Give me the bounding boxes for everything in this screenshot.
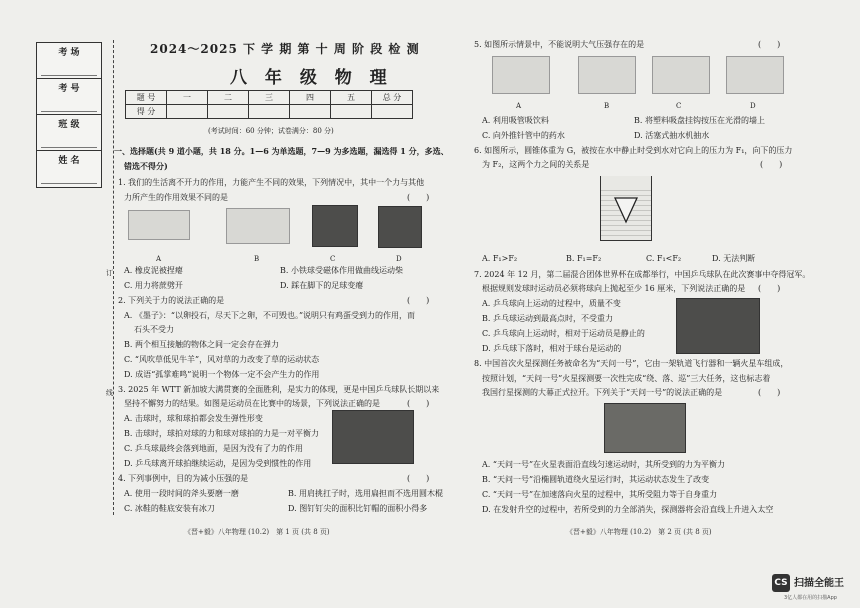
q5-image-label: A xyxy=(516,102,522,110)
q1-answer-paren: ( ) xyxy=(407,193,430,202)
score-cell: 得 分 xyxy=(126,105,167,119)
q7-option-c[interactable]: C. 乒乓球向上运动时，相对于运动员是静止的 xyxy=(482,329,645,338)
q6-option-c[interactable]: C. F₁<F₂ xyxy=(646,254,682,263)
q3-option-c[interactable]: C. 乒乓球最终会落到地面，是因为没有了力的作用 xyxy=(124,444,303,453)
q4-option-b[interactable]: B. 用肩挑扛子时，选用扁担而不选用圆木棍 xyxy=(288,489,443,498)
score-cell[interactable] xyxy=(331,105,372,119)
q6-cone-icon xyxy=(601,176,651,240)
score-cell: 题 号 xyxy=(126,91,167,105)
score-cell[interactable] xyxy=(208,105,249,119)
q5-image-b xyxy=(578,56,636,94)
q1-image-c xyxy=(312,205,358,247)
exam-number-blank[interactable] xyxy=(41,101,97,112)
scanner-watermark xyxy=(772,572,852,602)
q3-stem-line2: 坚持不懈努力的结果。如图是运动员在比赛中的场景，下列说法正确的是 xyxy=(124,399,380,408)
score-cell: 五 xyxy=(331,91,372,105)
q1-image-b xyxy=(226,208,290,244)
q8-stem-line1: 8. 中国首次火星探测任务被命名为“天问一号”，它由一架轨道飞行器和一辆火星车组成， xyxy=(474,359,789,368)
score-cell: 四 xyxy=(290,91,331,105)
q2-option-a-line1[interactable]: A. 《墨子》：“以卵投石，尽天下之卵，不可毁也。”说明只有鸡蛋受到力的作用，而 xyxy=(124,311,416,320)
q5-image-d xyxy=(726,56,784,94)
q6-beaker-diagram xyxy=(600,176,652,241)
section-heading-line1: 一、选择题(共 9 道小题，共 18 分。1—6 为单选题，7—9 为多选题，漏选得 1 分，多选、 xyxy=(114,146,449,156)
q8-stem-line2: 按照计划，“天问一号”火星探测要一次性完成“绕、落、巡”三大任务，这也标志着 xyxy=(482,374,771,383)
q1-option-a[interactable]: A. 橡皮泥被捏瘪 xyxy=(124,266,183,275)
q5-image-label: D xyxy=(750,102,756,110)
q3-stem-line1: 3. 2025 年 WTT 新加坡大满贯赛的全面胜利，是实力的体现，更是中国乒乓球队长期以来 xyxy=(118,385,440,394)
exam-number-label: 考 号 xyxy=(58,84,80,94)
score-table xyxy=(125,90,413,119)
q4-stem: 4. 下列事例中，目的为减小压强的是 xyxy=(118,474,249,483)
class-label: 班 级 xyxy=(58,120,80,130)
q1-stem-line2: 力所产生的作用效果不同的是 xyxy=(124,193,228,202)
scanner-logo-icon: CS xyxy=(772,574,790,592)
q5-option-c[interactable]: C. 向外推针管中的药水 xyxy=(482,131,565,140)
q1-image-d xyxy=(378,206,422,248)
score-cell: 一 xyxy=(167,91,208,105)
q5-option-d[interactable]: D. 活塞式抽水机抽水 xyxy=(634,131,710,140)
q1-option-c[interactable]: C. 用力将蔗劈开 xyxy=(124,281,183,290)
score-table-score-row xyxy=(126,105,413,119)
binding-mark-xian: 线 xyxy=(106,389,113,397)
q1-option-d[interactable]: D. 踩在脚下的足球变瘪 xyxy=(280,281,364,290)
q7-option-a[interactable]: A. 乒乓球向上运动的过程中，质量不变 xyxy=(482,299,621,308)
q8-answer-paren: ( ) xyxy=(758,388,781,397)
exam-room-label: 考 场 xyxy=(58,48,80,58)
q8-mars-rover-photo xyxy=(604,403,686,453)
score-cell: 三 xyxy=(249,91,290,105)
q6-stem-line2: 为 F₂，这两个力之间的关系是 xyxy=(482,160,590,169)
q5-stem: 5. 如图所示情景中，不能说明大气压强存在的是 xyxy=(474,40,645,49)
q7-option-b[interactable]: B. 乒乓球运动到最高点时，不受重力 xyxy=(482,314,613,323)
q2-answer-paren: ( ) xyxy=(407,296,430,305)
section-heading-line2: 错选不得分) xyxy=(124,161,168,171)
q7-option-d[interactable]: D. 乒乓球下落时，相对于球台是运动的 xyxy=(482,344,622,353)
q3-answer-paren: ( ) xyxy=(407,399,430,408)
q4-answer-paren: ( ) xyxy=(407,474,430,483)
exam-title: 2024～2025 下 学 期 第 十 周 阶 段 检 测 xyxy=(150,42,420,56)
student-info-box xyxy=(36,42,102,188)
q7-answer-paren: ( ) xyxy=(758,284,781,293)
q6-option-b[interactable]: B. F₁=F₂ xyxy=(566,254,602,263)
q5-answer-paren: ( ) xyxy=(758,40,781,49)
exam-room-cell xyxy=(37,43,101,79)
q1-image-a xyxy=(128,210,190,240)
q4-option-c[interactable]: C. 冰鞋的鞋底安装有冰刀 xyxy=(124,504,215,513)
q5-option-a[interactable]: A. 利用吸管吸饮料 xyxy=(482,116,549,125)
score-cell[interactable] xyxy=(249,105,290,119)
q2-option-b[interactable]: B. 两个相互接触的物体之间一定会存在弹力 xyxy=(124,340,279,349)
score-table-header-row xyxy=(126,91,413,105)
q8-option-c[interactable]: C. “天问一号”在加速落向火星的过程中，其所受阻力等于自身重力 xyxy=(482,490,718,499)
class-cell xyxy=(37,115,101,151)
q6-answer-paren: ( ) xyxy=(760,160,783,169)
q2-stem: 2. 下列关于力的说法正确的是 xyxy=(118,296,225,305)
right-page-footer: 《晋+毅》八年物理 (10.2) 第 2 页 (共 8 页) xyxy=(566,528,712,536)
exam-info: (考试时间：60 分钟；试卷满分：80 分) xyxy=(208,127,334,135)
q6-option-d[interactable]: D. 无法判断 xyxy=(712,254,756,263)
q1-option-b[interactable]: B. 小铁球受磁体作用做曲线运动柴 xyxy=(280,266,403,275)
q5-image-label: C xyxy=(676,102,682,110)
q8-option-b[interactable]: B. “天问一号”沿椭圆轨道绕火星运行时，其运动状态发生了改变 xyxy=(482,475,710,484)
score-cell: 二 xyxy=(208,91,249,105)
score-cell[interactable] xyxy=(290,105,331,119)
q8-stem-line3: 我国行星探测的大幕正式拉开。下列关于“天问一号”的说法正确的是 xyxy=(482,388,723,397)
q1-image-label: A xyxy=(156,255,162,263)
q2-option-a-line2[interactable]: 石头不受力 xyxy=(134,325,174,334)
q4-option-a[interactable]: A. 使用一段时间的斧头要磨一磨 xyxy=(124,489,239,498)
q2-option-d[interactable]: D. 成语“孤掌难鸣”说明一个物体一定不会产生力的作用 xyxy=(124,370,320,379)
q5-image-c xyxy=(652,56,710,94)
exam-number-cell xyxy=(37,79,101,115)
q4-option-d[interactable]: D. 图钉钉尖的面积比钉帽的面积小得多 xyxy=(288,504,428,513)
name-label: 姓 名 xyxy=(58,156,80,166)
subject-title: 八 年 级 物 理 xyxy=(230,68,393,88)
score-cell[interactable] xyxy=(167,105,208,119)
q1-stem-line1: 1. 我们的生活离不开力的作用，力能产生不同的效果，下列情况中，其中一个力与其他 xyxy=(118,178,425,187)
q3-option-d[interactable]: D. 乒乓球离开球拍继续运动，是因为受到惯性的作用 xyxy=(124,459,312,468)
q7-stem-line1: 7. 2024 年 12 月，第二届混合团体世界杯在成都举行，中国乒乓球队在此次赛事中夺得冠军。 xyxy=(474,270,811,279)
q1-image-label: D xyxy=(396,255,402,263)
q7-stem-line2: 根据规则发球时运动员必须将球向上抛起至少 16 厘米，下列说法正确的是 xyxy=(482,284,746,293)
left-page-footer: 《晋+毅》八年物理 (10.2) 第 1 页 (共 8 页) xyxy=(184,528,330,536)
q1-image-label: B xyxy=(254,255,260,263)
binding-mark-ding: 订 xyxy=(106,269,113,277)
score-cell[interactable] xyxy=(372,105,413,119)
q7-serve-photo xyxy=(676,298,760,354)
scanner-slogan: 3亿人都在用的扫描App xyxy=(784,595,837,601)
q6-stem-line1: 6. 如图所示，圆锥体重为 G，被按在水中静止时受到水对它向上的压力为 F₁，向下的压力 xyxy=(474,146,793,155)
q3-table-tennis-photo xyxy=(332,410,414,464)
q5-image-a xyxy=(492,56,550,94)
name-cell xyxy=(37,151,101,187)
scanner-app-name: 扫描全能王 xyxy=(794,578,844,589)
q3-option-a[interactable]: A. 击球时，球和球拍都会发生弹性形变 xyxy=(124,414,263,423)
q8-option-d[interactable]: D. 在发射升空的过程中，若所受到的力全部消失，探测器将会沿直线上升进入太空 xyxy=(482,505,774,514)
score-cell: 总 分 xyxy=(372,91,413,105)
name-blank[interactable] xyxy=(41,173,97,184)
q3-option-b[interactable]: B. 击球时，球拍对球的力和球对球拍的力是一对平衡力 xyxy=(124,429,319,438)
q8-option-a[interactable]: A. “天问一号”在火星表面沿直线匀速运动时，其所受到的力为平衡力 xyxy=(482,460,726,469)
q5-image-label: B xyxy=(604,102,610,110)
q2-option-c[interactable]: C. “风吹草低见牛羊”，风对草的力改变了草的运动状态 xyxy=(124,355,320,364)
exam-room-blank[interactable] xyxy=(41,65,97,76)
binding-line xyxy=(113,40,114,515)
q5-option-b[interactable]: B. 将塑料吸盘挂钩按压在光滑的墙上 xyxy=(634,116,765,125)
q6-option-a[interactable]: A. F₁>F₂ xyxy=(482,254,518,263)
q1-image-label: C xyxy=(330,255,336,263)
class-blank[interactable] xyxy=(41,137,97,148)
